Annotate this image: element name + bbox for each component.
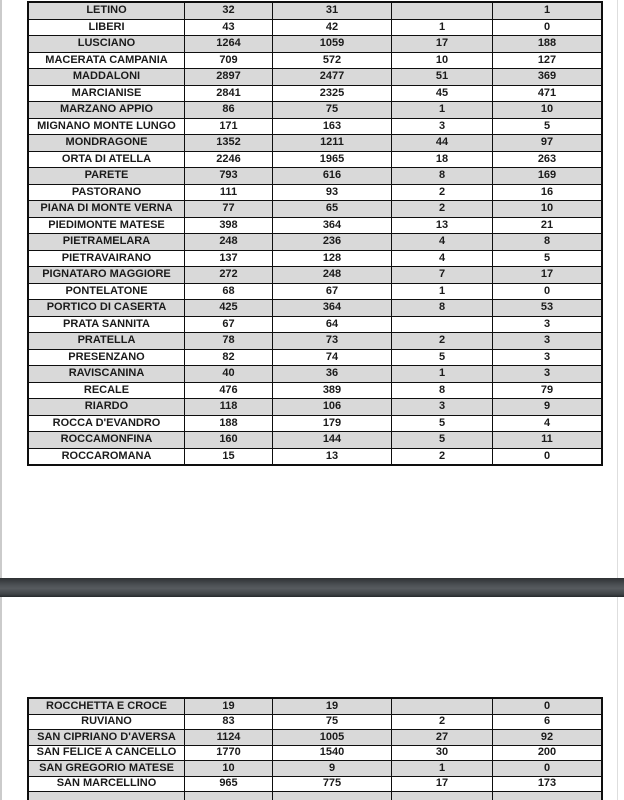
page-break-divider bbox=[0, 578, 624, 597]
municipality-cell: LUSCIANO bbox=[29, 36, 185, 52]
municipality-cell: MACERATA CAMPANIA bbox=[29, 53, 185, 69]
value-cell: 2325 bbox=[273, 86, 392, 102]
municipality-cell: RUVIANO bbox=[29, 715, 185, 730]
value-cell: 67 bbox=[185, 317, 273, 333]
value-cell: 43 bbox=[185, 20, 273, 36]
table-row bbox=[29, 234, 601, 251]
value-cell: 4 bbox=[392, 251, 493, 267]
value-cell: 425 bbox=[185, 300, 273, 316]
value-cell: 364 bbox=[273, 218, 392, 234]
table-row bbox=[29, 201, 601, 218]
municipality-cell: MARZANO APPIO bbox=[29, 102, 185, 118]
value-cell: 27 bbox=[392, 730, 493, 745]
value-cell: 30 bbox=[392, 746, 493, 761]
value-cell: 75 bbox=[273, 102, 392, 118]
table-row bbox=[29, 3, 601, 20]
value-cell: 17 bbox=[392, 36, 493, 52]
value-cell: 248 bbox=[273, 267, 392, 283]
value-cell: 2246 bbox=[185, 152, 273, 168]
value-cell: 0 bbox=[543, 699, 551, 712]
value-cell: 163 bbox=[273, 119, 392, 135]
value-cell: 73 bbox=[273, 333, 392, 349]
value-cell: 19 bbox=[185, 699, 273, 714]
municipality-cell: LIBERI bbox=[29, 20, 185, 36]
municipality-cell: MARCIANISE bbox=[29, 86, 185, 102]
value-cell: 364 bbox=[273, 300, 392, 316]
value-cell: 97 bbox=[540, 136, 554, 149]
table-row bbox=[29, 119, 601, 136]
table-row bbox=[29, 53, 601, 70]
municipality-cell: PIANA DI MONTE VERNA bbox=[29, 201, 185, 217]
value-cell: 3 bbox=[543, 317, 551, 330]
value-cell: 15 bbox=[185, 449, 273, 465]
municipality-cell: PIETRAVAIRANO bbox=[29, 251, 185, 267]
value-cell: 83 bbox=[185, 715, 273, 730]
value-cell: 13 bbox=[273, 449, 392, 465]
value-cell: 5 bbox=[392, 350, 493, 366]
value-cell: 3 bbox=[392, 119, 493, 135]
value-cell: 86 bbox=[185, 102, 273, 118]
value-cell: 8 bbox=[543, 235, 551, 248]
table-row bbox=[29, 350, 601, 367]
value-cell: 44 bbox=[392, 135, 493, 151]
table-row bbox=[29, 102, 601, 119]
value-cell: 17 bbox=[540, 268, 554, 281]
value-cell: 3 bbox=[543, 367, 551, 380]
value-cell: 36 bbox=[273, 366, 392, 382]
value-cell: 128 bbox=[273, 251, 392, 267]
municipality-cell: RAVISCANINA bbox=[29, 366, 185, 382]
value-cell: 471 bbox=[537, 86, 557, 99]
value-cell: 75 bbox=[273, 715, 392, 730]
value-cell: 64 bbox=[273, 317, 392, 333]
value-cell: 5 bbox=[543, 119, 551, 132]
value-cell: 144 bbox=[273, 432, 392, 448]
municipality-cell: PRATELLA bbox=[29, 333, 185, 349]
municipality-cell: LETINO bbox=[29, 3, 185, 19]
value-cell: 2897 bbox=[185, 69, 273, 85]
value-cell: 74 bbox=[273, 350, 392, 366]
table-row bbox=[29, 317, 601, 334]
value-cell: 32 bbox=[185, 3, 273, 19]
table-row bbox=[29, 36, 601, 53]
table-row bbox=[29, 699, 601, 715]
value-cell: 93 bbox=[273, 185, 392, 201]
table-row-partial bbox=[29, 792, 601, 800]
table-row bbox=[29, 399, 601, 416]
municipality-cell: PIEDIMONTE MATESE bbox=[29, 218, 185, 234]
value-cell: 65 bbox=[273, 201, 392, 217]
municipalities-table-page1 bbox=[27, 1, 603, 466]
municipality-cell: SAN GREGORIO MATESE bbox=[29, 761, 185, 776]
value-cell bbox=[392, 317, 493, 333]
table-row bbox=[29, 135, 601, 152]
value-cell: 616 bbox=[273, 168, 392, 184]
value-cell: 45 bbox=[392, 86, 493, 102]
value-cell: 1 bbox=[543, 4, 551, 17]
value-cell: 10 bbox=[392, 53, 493, 69]
value-cell: 79 bbox=[540, 383, 554, 396]
municipality-cell: PIETRAMELARA bbox=[29, 234, 185, 250]
value-cell: 5 bbox=[543, 251, 551, 264]
value-cell: 793 bbox=[185, 168, 273, 184]
value-cell: 137 bbox=[185, 251, 273, 267]
value-cell: 8 bbox=[392, 300, 493, 316]
municipality-cell: SAN MARCELLINO bbox=[29, 777, 185, 792]
value-cell: 6 bbox=[543, 715, 551, 728]
value-cell: 7 bbox=[392, 267, 493, 283]
value-cell: 0 bbox=[543, 284, 551, 297]
value-cell: 111 bbox=[185, 185, 273, 201]
table-row bbox=[29, 251, 601, 268]
table-row bbox=[29, 730, 601, 746]
value-cell: 9 bbox=[273, 761, 392, 776]
value-cell: 8 bbox=[392, 168, 493, 184]
value-cell: 2 bbox=[392, 449, 493, 465]
municipality-cell: PASTORANO bbox=[29, 185, 185, 201]
value-cell: 389 bbox=[273, 383, 392, 399]
value-cell: 248 bbox=[185, 234, 273, 250]
value-cell: 179 bbox=[273, 416, 392, 432]
municipality-cell: RECALE bbox=[29, 383, 185, 399]
value-cell bbox=[392, 792, 493, 800]
value-cell: 1 bbox=[392, 284, 493, 300]
value-cell: 127 bbox=[537, 53, 557, 66]
value-cell: 1059 bbox=[273, 36, 392, 52]
value-cell: 2 bbox=[392, 333, 493, 349]
table-row bbox=[29, 333, 601, 350]
page-right-edge bbox=[617, 0, 618, 800]
municipality-cell: ROCCHETTA E CROCE bbox=[29, 699, 185, 714]
value-cell: 169 bbox=[537, 169, 557, 182]
value-cell: 77 bbox=[185, 201, 273, 217]
value-cell: 3 bbox=[543, 350, 551, 363]
value-cell: 2 bbox=[392, 185, 493, 201]
value-cell: 4 bbox=[543, 416, 551, 429]
value-cell: 18 bbox=[392, 152, 493, 168]
value-cell: 709 bbox=[185, 53, 273, 69]
municipality-cell: ROCCA D'EVANDRO bbox=[29, 416, 185, 432]
value-cell: 31 bbox=[273, 3, 392, 19]
value-cell: 1 bbox=[392, 366, 493, 382]
value-cell: 8 bbox=[392, 383, 493, 399]
value-cell: 17 bbox=[392, 777, 493, 792]
table-row bbox=[29, 416, 601, 433]
value-cell: 965 bbox=[185, 777, 273, 792]
municipality-cell: ROCCAROMANA bbox=[29, 449, 185, 465]
table-row bbox=[29, 86, 601, 103]
value-cell: 0 bbox=[543, 449, 551, 462]
value-cell: 0 bbox=[543, 20, 551, 33]
municipality-cell: RIARDO bbox=[29, 399, 185, 415]
value-cell: 3 bbox=[392, 399, 493, 415]
value-cell: 1124 bbox=[185, 730, 273, 745]
municipality-cell: PRESENZANO bbox=[29, 350, 185, 366]
value-cell: 19 bbox=[273, 699, 392, 714]
value-cell: 0 bbox=[543, 761, 551, 774]
value-cell: 188 bbox=[537, 37, 557, 50]
value-cell: 67 bbox=[273, 284, 392, 300]
value-cell: 1 bbox=[392, 20, 493, 36]
municipality-cell: SAN FELICE A CANCELLO bbox=[29, 746, 185, 761]
table-row bbox=[29, 746, 601, 762]
municipalities-table-page2 bbox=[27, 697, 603, 800]
municipality-cell: PONTELATONE bbox=[29, 284, 185, 300]
value-cell: 173 bbox=[537, 777, 557, 790]
value-cell: 5 bbox=[392, 432, 493, 448]
value-cell: 160 bbox=[185, 432, 273, 448]
value-cell: 40 bbox=[185, 366, 273, 382]
value-cell: 1 bbox=[392, 102, 493, 118]
table-row bbox=[29, 300, 601, 317]
value-cell: 263 bbox=[537, 152, 557, 165]
value-cell: 106 bbox=[273, 399, 392, 415]
value-cell bbox=[392, 3, 493, 19]
value-cell: 5 bbox=[392, 416, 493, 432]
value-cell: 21 bbox=[540, 218, 554, 231]
value-cell: 1352 bbox=[185, 135, 273, 151]
value-cell: 51 bbox=[392, 69, 493, 85]
value-cell: 1005 bbox=[273, 730, 392, 745]
value-cell: 1965 bbox=[273, 152, 392, 168]
value-cell bbox=[185, 792, 273, 800]
municipality-cell: MONDRAGONE bbox=[29, 135, 185, 151]
value-cell bbox=[273, 792, 392, 800]
value-cell: 1770 bbox=[185, 746, 273, 761]
value-cell: 188 bbox=[185, 416, 273, 432]
value-cell bbox=[392, 699, 493, 714]
value-cell: 476 bbox=[185, 383, 273, 399]
value-cell: 42 bbox=[273, 20, 392, 36]
value-cell: 1 bbox=[392, 761, 493, 776]
table-row bbox=[29, 152, 601, 169]
municipality-cell: MADDALONI bbox=[29, 69, 185, 85]
value-cell: 2841 bbox=[185, 86, 273, 102]
municipality-cell: PIGNATARO MAGGIORE bbox=[29, 267, 185, 283]
value-cell: 4 bbox=[392, 234, 493, 250]
municipality-cell: ROCCAMONFINA bbox=[29, 432, 185, 448]
value-cell bbox=[29, 792, 185, 800]
value-cell: 171 bbox=[185, 119, 273, 135]
value-cell: 2477 bbox=[273, 69, 392, 85]
value-cell: 2 bbox=[392, 715, 493, 730]
value-cell: 13 bbox=[392, 218, 493, 234]
table-row bbox=[29, 185, 601, 202]
municipality-cell: PORTICO DI CASERTA bbox=[29, 300, 185, 316]
table-row bbox=[29, 267, 601, 284]
value-cell: 92 bbox=[540, 730, 554, 743]
municipality-cell: PRATA SANNITA bbox=[29, 317, 185, 333]
table-row bbox=[29, 777, 601, 793]
value-cell: 11 bbox=[541, 433, 553, 446]
value-cell: 775 bbox=[273, 777, 392, 792]
table-row bbox=[29, 715, 601, 731]
value-cell: 272 bbox=[185, 267, 273, 283]
value-cell: 9 bbox=[543, 400, 551, 413]
table-row bbox=[29, 20, 601, 37]
value-cell: 10 bbox=[540, 202, 554, 215]
value-cell: 3 bbox=[543, 334, 551, 347]
value-cell: 369 bbox=[537, 70, 557, 83]
table-row bbox=[29, 69, 601, 86]
municipality-cell: ORTA DI ATELLA bbox=[29, 152, 185, 168]
value-cell: 1211 bbox=[273, 135, 392, 151]
value-cell: 53 bbox=[540, 301, 554, 314]
municipality-cell: MIGNANO MONTE LUNGO bbox=[29, 119, 185, 135]
value-cell: 82 bbox=[185, 350, 273, 366]
value-cell bbox=[493, 792, 601, 800]
municipality-cell: PARETE bbox=[29, 168, 185, 184]
value-cell: 16 bbox=[540, 185, 554, 198]
table-row bbox=[29, 761, 601, 777]
value-cell: 118 bbox=[185, 399, 273, 415]
table-row bbox=[29, 218, 601, 235]
value-cell: 200 bbox=[537, 746, 557, 759]
table-row bbox=[29, 432, 601, 449]
table-row bbox=[29, 284, 601, 301]
value-cell: 398 bbox=[185, 218, 273, 234]
value-cell: 572 bbox=[273, 53, 392, 69]
value-cell: 236 bbox=[273, 234, 392, 250]
page-left-edge bbox=[0, 0, 2, 800]
table-row bbox=[29, 449, 601, 465]
value-cell: 10 bbox=[540, 103, 554, 116]
table-row bbox=[29, 383, 601, 400]
table-row bbox=[29, 366, 601, 383]
value-cell: 1540 bbox=[273, 746, 392, 761]
value-cell: 78 bbox=[185, 333, 273, 349]
table-row bbox=[29, 168, 601, 185]
municipality-cell: SAN CIPRIANO D'AVERSA bbox=[29, 730, 185, 745]
value-cell: 10 bbox=[185, 761, 273, 776]
value-cell: 68 bbox=[185, 284, 273, 300]
value-cell: 1264 bbox=[185, 36, 273, 52]
value-cell: 2 bbox=[392, 201, 493, 217]
